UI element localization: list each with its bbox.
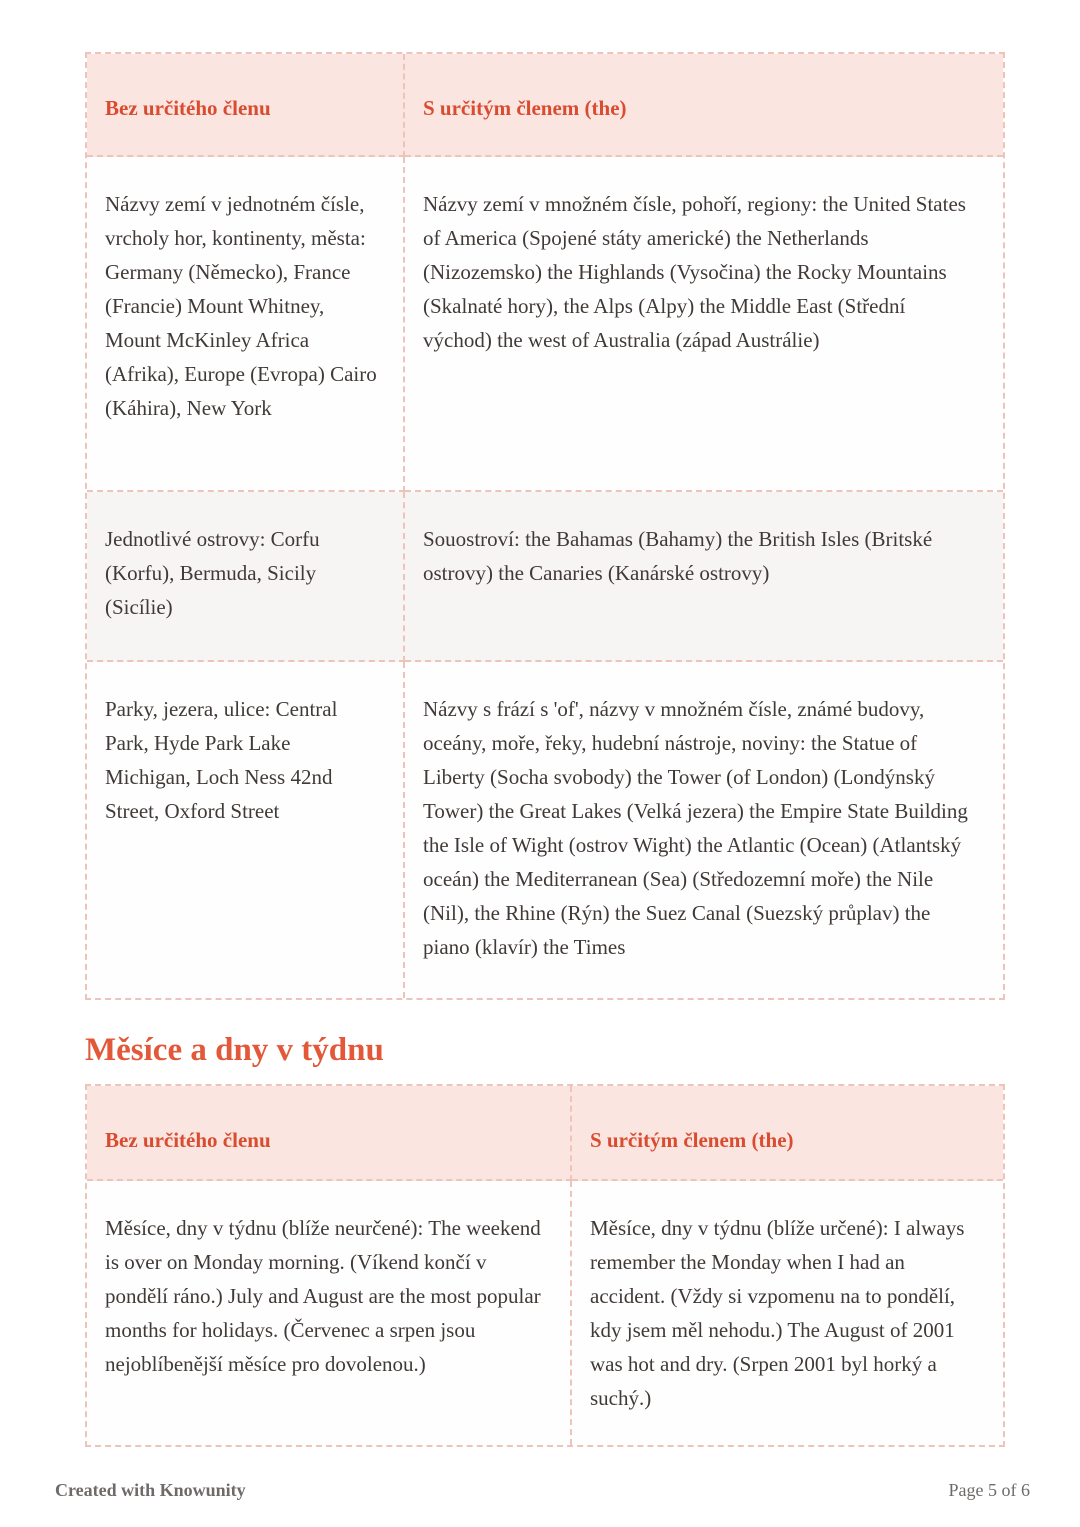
column-header-no-article: Bez určitého členu: [87, 54, 405, 157]
table-cell-parks-with-article: Názvy s frází s 'of', názvy v množném čísle, známé budovy, oceány, moře, řeky, hudební nástroje, noviny: the Statue of Liberty (Socha svobody) the Tower (of London) (Londýnský Tower) the Great Lakes (Velká jezera) the Empire State Building the Isle of Wight (ostrov Wight) the Atlantic (Ocean) (Atlantský oceán) the Mediterranean (Sea) (Středozemní moře) the Nile (Nil), the Rhine (Rýn) the Suez Canal (Suezský průplav) the piano (klavír) the Times: [423, 697, 968, 959]
table-cell-months-no-article: Měsíce, dny v týdnu (blíže neurčené): The weekend is over on Monday morning. (Víkend končí v pondělí ráno.) July and August are the most popular months for holidays. (Červenec a srpen jsou nejoblíbenější měsíce pro dovolenou.): [87, 1181, 572, 1445]
page-footer: [55, 1480, 1030, 1501]
table-cell-countries-no-article: Názvy zemí v jednotném čísle, vrcholy hor, kontinenty, města: Germany (Německo), France (Francie) Mount Whitney, Mount McKinley Africa (Afrika), Europe (Evropa) Cairo (Káhira), New York: [87, 157, 405, 492]
page-number: Page 5 of 6: [948, 1480, 1030, 1500]
table-cell-countries-with-article: Názvy zemí v množném čísle, pohoří, regiony: the United States of America (Spojené státy americké) the Netherlands (Nizozemsko) the Highlands (Vysočina) the Rocky Mountains (Skalnaté hory), the Alps (Alpy) the Middle East (Střední východ) the west of Australia (západ Austrálie): [405, 157, 1003, 492]
table-cell-months-with-article: Měsíce, dny v týdnu (blíže určené): I always remember the Monday when I had an accident. (Vždy si vzpomenu na to pondělí, kdy jsem měl nehodu.) The August of 2001 was hot and dry. (Srpen 2001 byl horký a suchý.): [590, 1216, 965, 1410]
column-header-with-article: S určitým členem (the): [405, 54, 1003, 157]
table-cell-islands-with-article: Souostroví: the Bahamas (Bahamy) the British Isles (Britské ostrovy) the Canaries (Kanárské ostrovy): [405, 492, 1003, 662]
articles-usage-table: [85, 52, 1005, 1000]
months-days-table: [85, 1084, 1005, 1447]
column-header-no-article: Bez určitého členu: [87, 1086, 572, 1181]
table-cell-parks-no-article: Parky, jezera, ulice: Central Park, Hyde Park Lake Michigan, Loch Ness 42nd Street, Oxford Street: [87, 662, 405, 998]
section-heading-months-days: Měsíce a dny v týdnu: [85, 1032, 384, 1068]
column-header-with-article: S určitým členem (the): [572, 1086, 1003, 1181]
table-cell-islands-no-article: Jednotlivé ostrovy: Corfu (Korfu), Bermuda, Sicily (Sicílie): [87, 492, 405, 662]
footer-brand-text: Created with Knowunity: [55, 1480, 246, 1500]
